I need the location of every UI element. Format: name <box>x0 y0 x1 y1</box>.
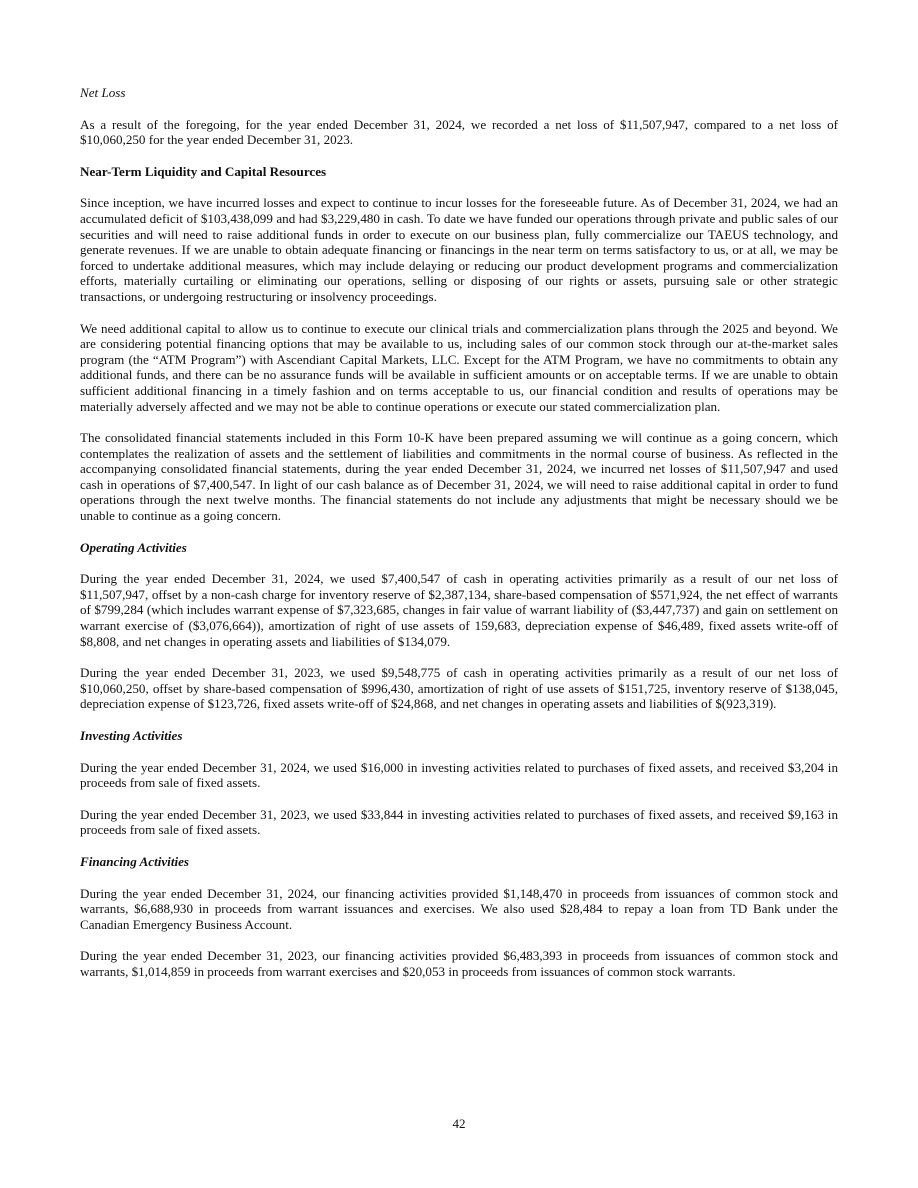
operating-paragraph-2: During the year ended December 31, 2023, we used $9,548,775 of cash in operating activities primarily as a result of our net loss of $10,060,250, offset by share-based compensation of $996,430, amortization of right of use assets of $151,725, inventory reserve of $138,045, depreciation expense of $123,726, fixed assets write-off of $24,868, and net changes in operating assets and liabilities of $(923,319). <box>80 665 838 712</box>
operating-heading: Operating Activities <box>80 539 187 555</box>
investing-paragraph-1: During the year ended December 31, 2024, we used $16,000 in investing activities related to purchases of fixed assets, and received $3,204 in proceeds from sale of fixed assets. <box>80 759 838 791</box>
liquidity-heading: Near-Term Liquidity and Capital Resources <box>80 163 327 179</box>
net-loss-paragraph: As a result of the foregoing, for the year ended December 31, 2024, we recorded a net loss of $11,507,947, compared to a net loss of $10,060,250 for the year ended December 31, 2023. <box>80 116 838 148</box>
page-number: 42 <box>452 1116 466 1131</box>
financing-paragraph-1: During the year ended December 31, 2024, our financing activities provided $1,148,470 in proceeds from issuances of common stock and warrants, $6,688,930 in proceeds from warrant issuances and exercises. We also used $28,484 to repay a loan from TD Bank under the Canadian Emergency Business Account. <box>80 885 838 932</box>
operating-paragraph-1: During the year ended December 31, 2024, we used $7,400,547 of cash in operating activities primarily as a result of our net loss of $11,507,947, offset by a non-cash charge for inventory reserve of $2,387,134, share-based compensation of $571,924, the net effect of warrants of $799,284 (which includes warrant expense of $7,323,685, changes in fair value of warrant liability of ($3,447,737) and gain on settlement on warrant exercise of ($3,076,664)), amortization of right of use assets of 159,683, depreciation expense of $46,489, fixed assets write-off of $8,808, and net changes in operating assets and liabilities of $134,079. <box>80 571 838 649</box>
liquidity-paragraph-3: The consolidated financial statements included in this Form 10-K have been prepared assuming we will continue as a going concern, which contemplates the realization of assets and the settlement of liabilities and commitments in the normal course of business. As reflected in the accompanying consolidated financial statements, during the year ended December 31, 2024, we incurred net losses of $11,507,947 and used cash in operations of $7,400,547. In light of our cash balance as of December 31, 2024, we will need to raise additional capital in order to fund operations through the next twelve months. The financial statements do not include any adjustments that might be necessary should we be unable to continue as a going concern. <box>80 430 838 524</box>
net-loss-heading: Net Loss <box>80 85 126 100</box>
liquidity-paragraph-2: We need additional capital to allow us to continue to execute our clinical trials and commercialization plans through the 2025 and beyond. We are considering potential financing options that may be available to us, including sales of our common stock through our at-the-market sales program (the “ATM Program”) with Ascendiant Capital Markets, LLC. Except for the ATM Program, we have no commitments to obtain any additional funds, and there can be no assurance funds will be available in sufficient amounts or on acceptable terms. If we are unable to obtain sufficient additional financing in a timely fashion and on terms acceptable to us, our financial condition and results of operations may be materially adversely affected and we may not be able to continue operations or execute our stated commercialization plan. <box>80 320 838 414</box>
financing-heading: Financing Activities <box>80 853 190 869</box>
liquidity-paragraph-1: Since inception, we have incurred losses and expect to continue to incur losses for the foreseeable future. As of December 31, 2024, we had an accumulated deficit of $103,438,099 and had $3,229,480 in cash. To date we have funded our operations through private and public sales of our securities and will need to raise additional funds in order to execute on our business plan, fully commercialize our TAEUS technology, and generate revenues. If we are unable to obtain adequate financing or financings in the near term on terms satisfactory to us, or at all, we may be forced to undertake additional measures, which may include delaying or reducing our product development programs and commercialization efforts, materially curtailing or eliminating our operations, selling or disposing of our rights or assets, pursuing sale or other strategic transactions, or undergoing restructuring or insolvency proceedings. <box>80 195 838 304</box>
investing-heading: Investing Activities <box>80 728 183 743</box>
document-page <box>80 85 838 996</box>
investing-paragraph-2: During the year ended December 31, 2023, we used $33,844 in investing activities related to purchases of fixed assets, and received $9,163 in proceeds from sale of fixed assets. <box>80 806 838 838</box>
financing-paragraph-2: During the year ended December 31, 2023, our financing activities provided $6,483,393 in proceeds from issuances of common stock and warrants, $1,014,859 in proceeds from warrant exercises and $20,053 in proceeds from issuances of common stock warrants. <box>80 948 838 979</box>
